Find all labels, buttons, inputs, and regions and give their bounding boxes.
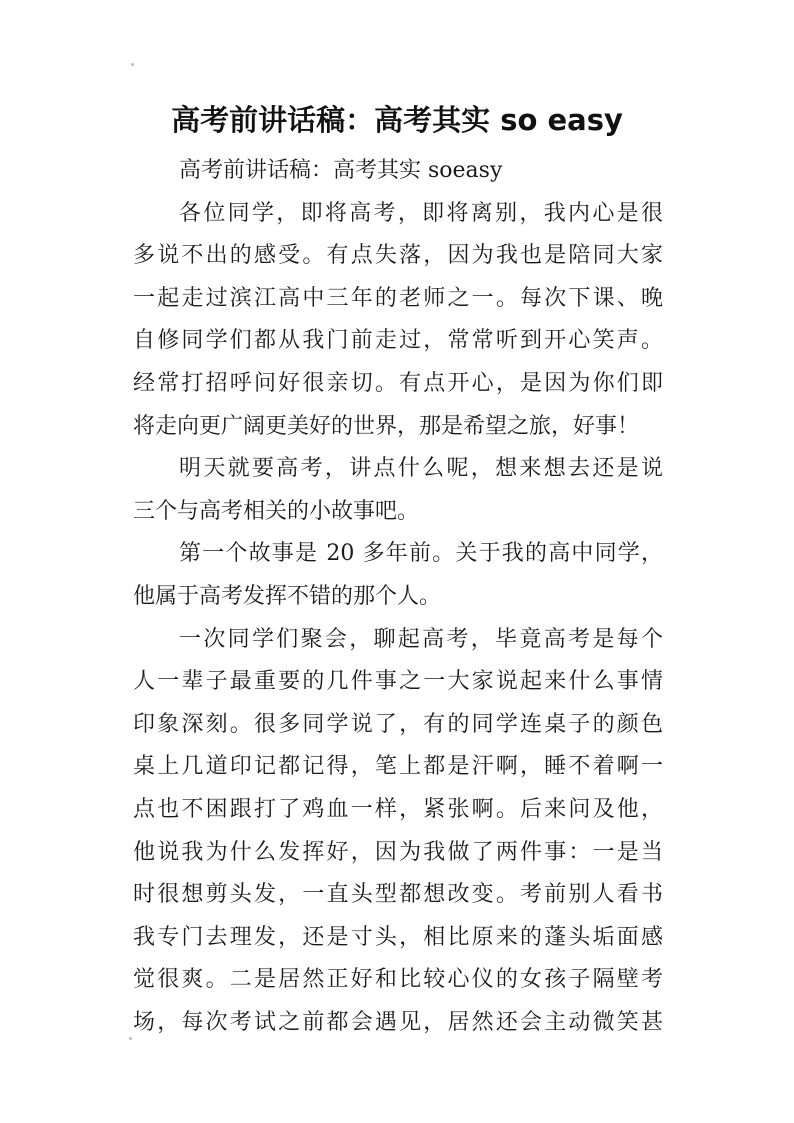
text-line: 点也不困跟打了鸡血一样，紧张啊。后来问及他，: [133, 796, 663, 822]
text-line: 明天就要高考，讲点什么呢，想来想去还是说: [179, 456, 663, 482]
text-line: 他说我为什么发挥好，因为我做了两件事：一是当: [133, 839, 663, 865]
text-line: 印象深刻。很多同学说了，有的同学连桌子的颜色: [133, 711, 663, 737]
text-line: 一起走过滨江高中三年的老师之一。每次下课、晚: [133, 285, 663, 311]
text-line: 觉很爽。二是居然正好和比较心仪的女孩子隔壁考: [133, 967, 663, 993]
text-line: 将走向更广阔更美好的世界，那是希望之旅，好事！: [133, 413, 640, 439]
scan-speck: [129, 1037, 132, 1040]
text-line: 人一辈子最重要的几件事之一大家说起来什么事情: [133, 669, 663, 695]
text-line: 多说不出的感受。有点失落，因为我也是陪同大家: [133, 243, 663, 269]
text-line: 三个与高考相关的小故事吧。: [133, 498, 420, 524]
text-line: 他属于高考发挥不错的那个人。: [133, 583, 442, 609]
text-line: 桌上几道印记都记得，笔上都是汗啊，睡不着啊一: [133, 754, 663, 780]
text-line: 一次同学们聚会，聊起高考，毕竟高考是每个: [179, 626, 663, 652]
document-body: [133, 150, 663, 1044]
text-line: 时很想剪头发，一直头型都想改变。考前别人看书: [133, 882, 663, 908]
text-line: 自修同学们都从我门前走过，常常听到开心笑声。: [133, 328, 663, 354]
scan-speck: [131, 63, 134, 66]
text-line: 我专门去理发，还是寸头，相比原来的蓬头垢面感: [133, 924, 663, 950]
text-line: 经常打招呼问好很亲切。有点开心，是因为你们即: [133, 370, 663, 396]
text-line: 第一个故事是 20 多年前。关于我的高中同学，: [179, 541, 663, 567]
text-line: 高考前讲话稿：高考其实 soeasy: [179, 158, 503, 183]
document-title: 高考前讲话稿：高考其实 so easy: [171, 103, 623, 137]
text-line: 各位同学，即将高考，即将离别，我内心是很: [179, 200, 663, 226]
text-line: 场，每次考试之前都会遇见，居然还会主动微笑甚: [133, 1009, 663, 1035]
